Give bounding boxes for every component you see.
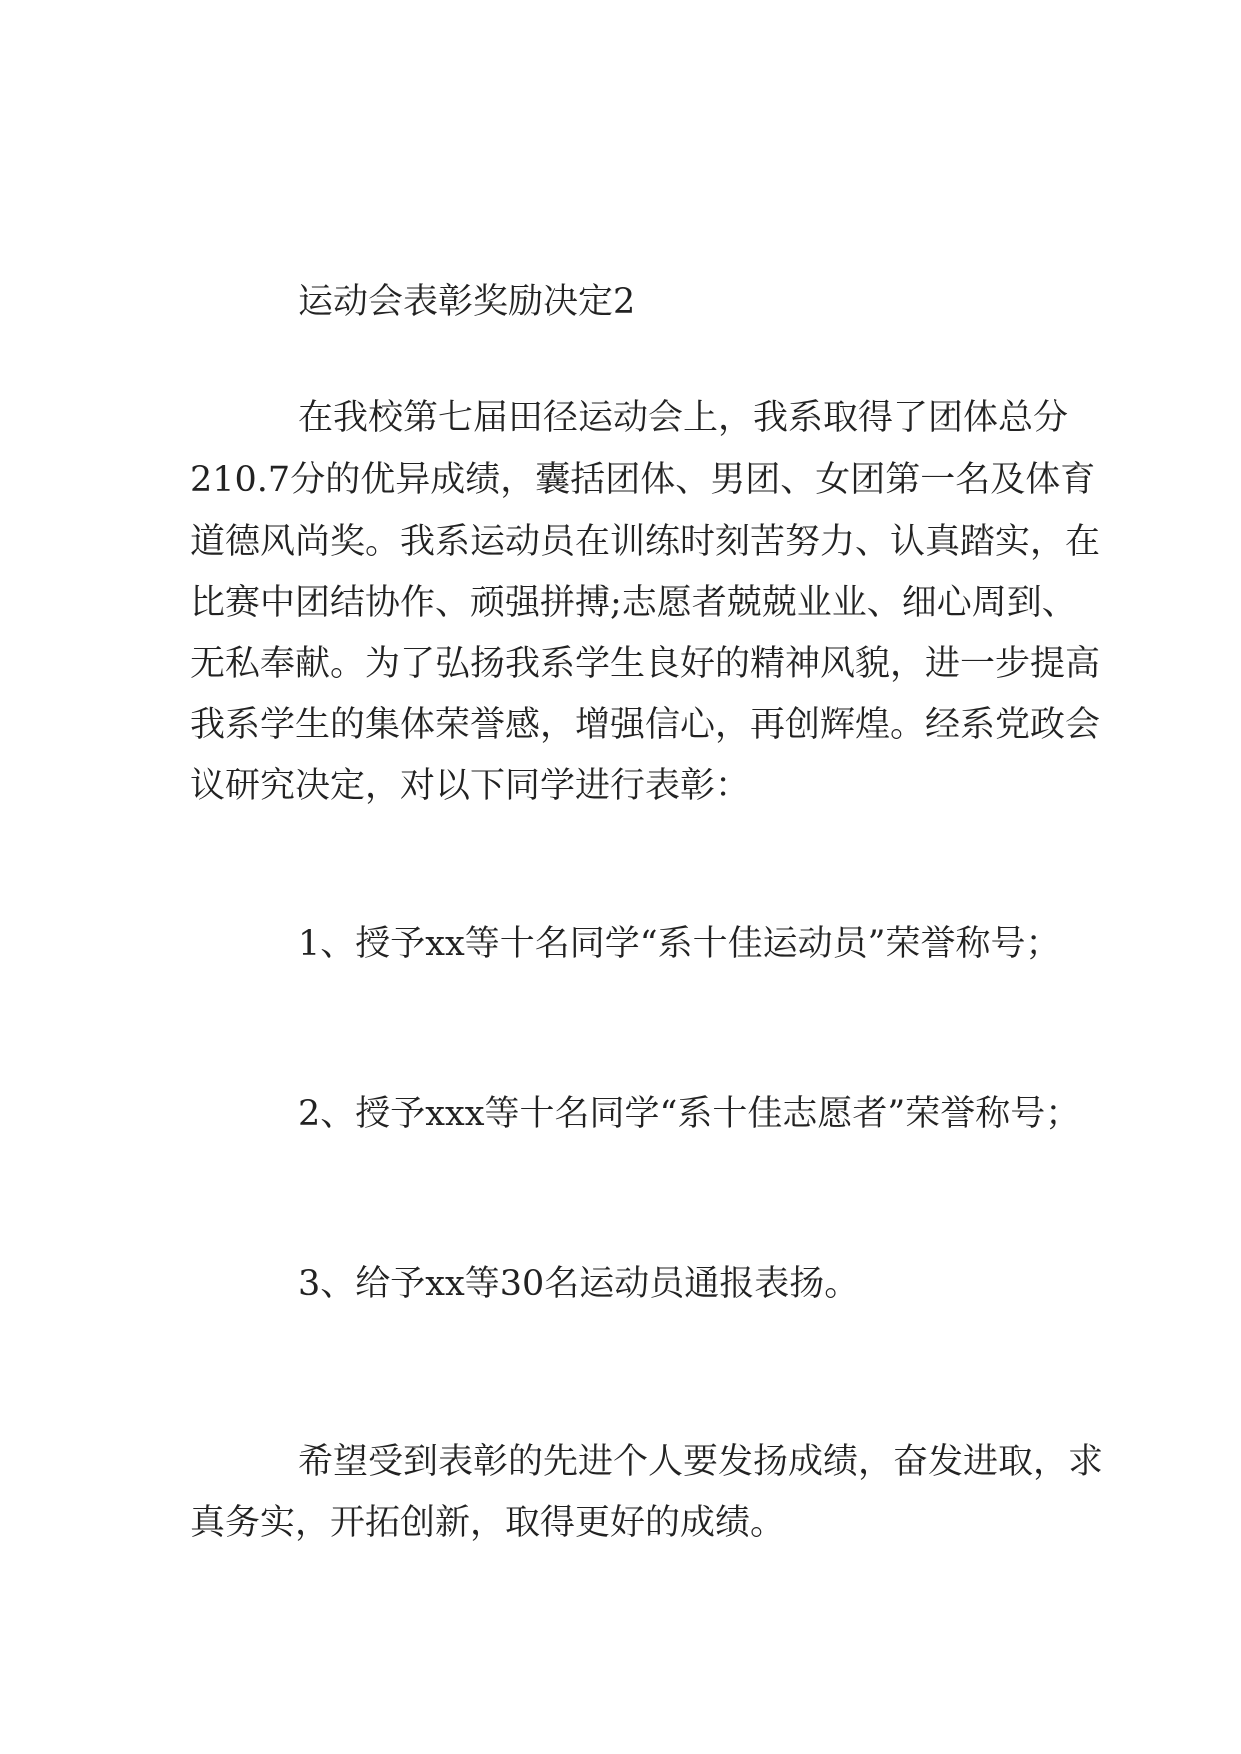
intro-line-4: 比赛中团结协作、顽强拼搏;志愿者兢兢业业、细心周到、: [190, 583, 1077, 623]
intro-line-5: 无私奉献。为了弘扬我系学生良好的精神风貌，进一步提高: [190, 644, 1101, 684]
award-item-1: 1、授予xx等十名同学“系十佳运动员”荣誉称号；: [298, 924, 1061, 964]
award-item-3: 3、给予xx等30名运动员通报表扬。: [298, 1264, 860, 1304]
closing-line-2: 真务实，开拓创新，取得更好的成绩。: [190, 1503, 786, 1543]
document-title: 运动会表彰奖励决定2: [298, 282, 636, 322]
intro-line-2: 210.7分的优异成绩，囊括团体、男团、女团第一名及体育: [190, 460, 1096, 500]
intro-line-7: 议研究决定，对以下同学进行表彰：: [190, 766, 751, 806]
closing-line-1: 希望受到表彰的先进个人要发扬成绩，奋发进取，求: [298, 1442, 1104, 1482]
intro-line-1: 在我校第七届田径运动会上，我系取得了团体总分: [298, 398, 1069, 438]
intro-line-3: 道德风尚奖。我系运动员在训练时刻苦努力、认真踏实，在: [190, 522, 1101, 562]
intro-line-6: 我系学生的集体荣誉感，增强信心，再创辉煌。经系党政会: [190, 705, 1101, 745]
award-item-2: 2、授予xxx等十名同学“系十佳志愿者”荣誉称号；: [298, 1094, 1081, 1134]
